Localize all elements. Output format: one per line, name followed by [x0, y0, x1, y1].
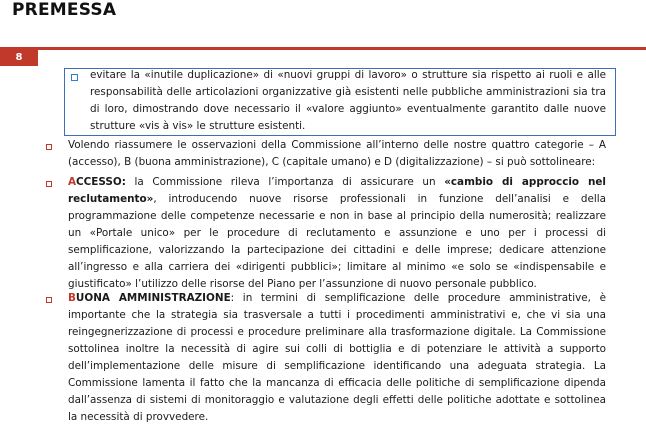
- accesso-text-2: , introducendo nuove risorse professionali in funzione dell’analisi e della programmazione delle competenze necessarie e non in base al principio della numerosità; realizzare un «Portale unico» per le procedure di reclutamento e assunzione e uno per i processi di semplificazione, valorizzando la partecipazione dei cittadini e delle imprese; dedicare attenzione all’ingresso e alla carriera dei «dirigenti pubblici»; limitare al minimo «e solo se «indispensabile e giustificato» l’utilizzo delle risorse del Piano per l’assunzione di nuovo personale pubblico.: [68, 193, 606, 290]
- red-square-bullet-icon: [46, 297, 52, 303]
- blue-square-bullet-icon: [71, 74, 78, 81]
- accesso-paragraph: [68, 174, 606, 293]
- sub-item-text: evitare la «inutile duplicazione» di «nuovi gruppi di lavoro» o strutture sia rispetto ai ruoli e alle responsabilità delle articolazioni organizzative già esistenti nelle pubbliche amministrazioni sia tra di loro, dimostrando dove necessario il «valore aggiunto» eventualmente garantito dalle nuove strutture «vis à vis» le strutture esistenti.: [90, 69, 606, 132]
- header-rule: [0, 47, 646, 50]
- accesso-heading: CCESSO:: [76, 176, 126, 188]
- page-number-badge: 8: [0, 50, 38, 66]
- intro-text: Volendo riassumere le osservazioni della Commissione all’interno delle nostre quattro categorie – A (accesso), B (buona amministrazione), C (capitale umano) e D (digitalizzazione) – si può sottolineare:: [68, 139, 606, 168]
- buona-initial: B: [68, 292, 76, 304]
- page-title: PREMESSA: [12, 0, 117, 20]
- accesso-initial: A: [68, 176, 77, 188]
- red-square-bullet-icon: [46, 181, 52, 187]
- buona-heading: UONA AMMINISTRAZIONE: [75, 292, 231, 304]
- buona-paragraph: [68, 290, 606, 426]
- red-square-bullet-icon: [46, 144, 52, 150]
- accesso-text-1: la Commissione rileva l’importanza di assicurare un: [125, 176, 445, 188]
- buona-text: : in termini di semplificazione delle procedure amministrative, è importante che la strategia sia trasversale a tutti i procedimenti amministrativi e, che vi sia una reingegnerizzazione di processi e procedure preliminare alla trasformazione digitale. La Commissione sottolinea inoltre la necessità di agire sui colli di bottiglia e di potenziare le attività a supporto dell’implementazione delle misure di semplificazione identificando una adeguata strategia. La Commissione lamenta il fatto che la mancanza di efficacia delle politiche di semplificazione dipenda dall’assenza di sistemi di monitoraggio e valutazione degli effetti delle politiche adottate e sottolinea la necessità di provvedere.: [68, 292, 606, 423]
- accesso-bold-phrase: «cambio di approccio nel reclutamento»: [68, 176, 606, 205]
